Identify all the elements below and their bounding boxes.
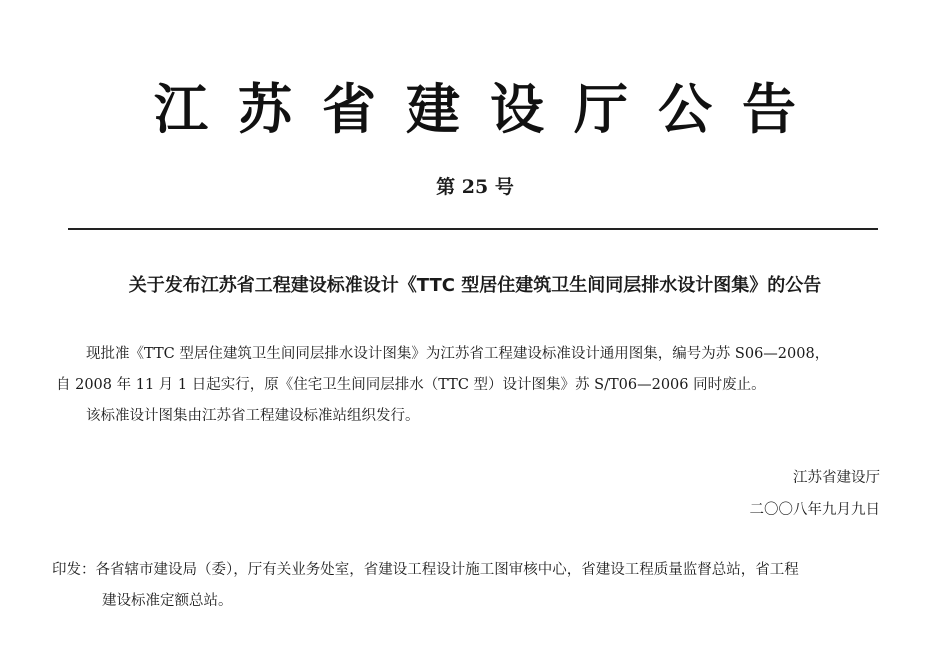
signature-block [750,462,881,526]
distribution-list [52,555,896,617]
document-number: 第 25 号 [436,176,514,198]
distribution-line-1: 印发：各省辖市建设局（委），厅有关业务处室，省建设工程设计施工图审核中心，省建设工程质量监督总站，省工程 [52,562,799,578]
document-subject: 关于发布江苏省工程建设标准设计《TTC 型居住建筑卫生间同层排水设计图集》的公告 [128,275,822,296]
body-paragraph-1-line-2: 自 2008 年 11 月 1 日起实行，原《住宅卫生间同层排水（TTC 型）设计图集》苏 S/T06—2006 同时废止。 [56,377,766,393]
distribution-line-2: 建设标准定额总站。 [102,593,233,609]
body-paragraph-1-line-1: 现批准《TTC 型居住建筑卫生间同层排水设计图集》为江苏省工程建设标准设计通用图集，编号为苏 S06—2008， [86,346,830,362]
header-divider [68,228,878,230]
body-paragraph-2: 该标准设计图集由江苏省工程建设标准站组织发行。 [86,408,420,424]
document-body [56,339,892,432]
document-title: 江苏省建设厅公告 [154,77,826,141]
issuer-name: 江苏省建设厅 [793,470,880,486]
issue-date: 二〇〇八年九月九日 [749,502,880,518]
